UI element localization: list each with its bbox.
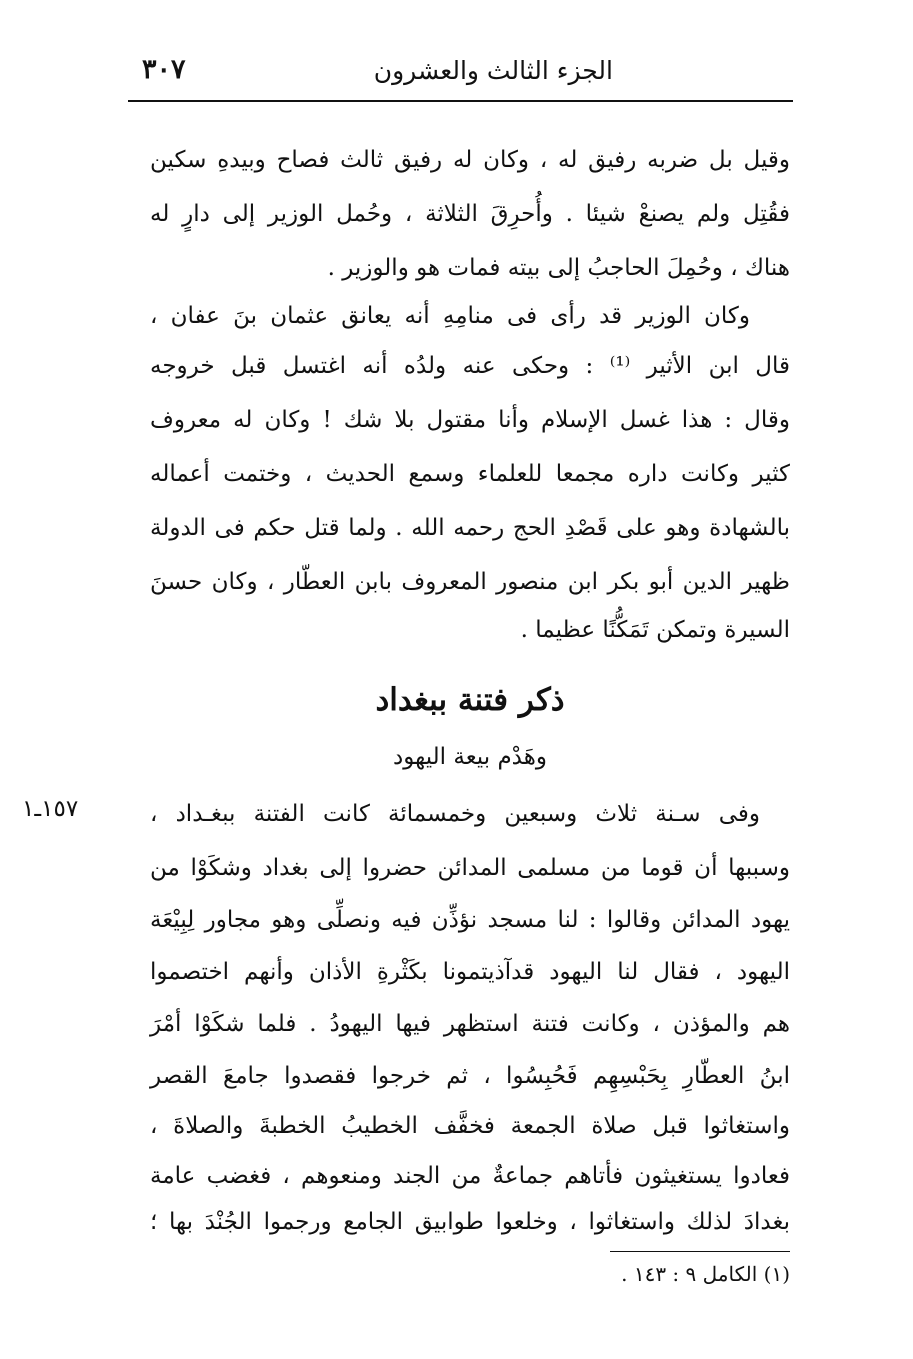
text-line: بغدادَ لذلك واستغاثوا ، وخلعوا طوابيق الجامع ورجموا الجُنْدَ بها ؛: [150, 1209, 790, 1235]
text-line: ابنُ العطّارِ بِحَبْسِهِم فَحُبِسُوا ، ثم خرجوا فقصدوا جامعَ القصر: [150, 1063, 790, 1089]
text-line: وكان الوزير قد رأى فى منامِهِ أنه يعانق عثمان بنَ عفان ،: [150, 303, 750, 329]
footnote-rule: [610, 1251, 790, 1252]
text-line: وقال : هذا غسل الإسلام وأنا مقتول بلا شك ! وكان له معروف: [150, 407, 790, 433]
footnote: (١) الكامل ٩ : ١٤٣ .: [621, 1262, 790, 1286]
text-line: وقيل بل ضربه رفيق له ، وكان له رفيق ثالث فصاح وبيدهِ سكين: [150, 147, 790, 173]
text-line: اليهود ، فقال لنا اليهود قدآذيتمونا بكَثْرةِ الأذان وأنهم اختصموا: [150, 959, 790, 985]
running-title: الجزء الثالث والعشرون: [373, 56, 613, 85]
page-header: [128, 54, 793, 94]
text-line: وفى سـنة ثلاث وسبعين وخمسمائة كانت الفتنة ببغـداد ،: [150, 801, 760, 827]
text-line: بالشهادة وهو على قَصْدِ الحج رحمه الله . ولما قتل حكم فى الدولة: [150, 515, 790, 541]
header-rule: [128, 100, 793, 102]
text-line: قال ابن الأثير ⁽¹⁾ : وحكى عنه ولدُه أنه اغتسل قبل خروجه: [150, 353, 790, 379]
text-line: وسببها أن قوما من مسلمى المدائن حضروا إلى بغداد وشكَوْا من: [150, 855, 790, 881]
text-line: واستغاثوا قبل صلاة الجمعة فخفَّف الخطيبُ الخطبةَ والصلاةَ ،: [150, 1113, 790, 1139]
text-line: فقُتِل ولم يصنعْ شيئا . وأُحرِقَ الثلاثة ، وحُمل الوزير إلى دارٍ له: [150, 201, 790, 227]
text-line: كثير وكانت داره مجمعا للعلماء وسمع الحديث ، وختمت أعماله: [150, 461, 790, 487]
text-line: هم والمؤذن ، وكانت فتنة استظهر فيها اليهودُ . فلما شكَوْا أمْرَ: [150, 1011, 791, 1037]
text-line: هناك ، وحُمِلَ الحاجبُ إلى بيته فمات هو والوزير .: [327, 255, 790, 281]
section-title: ذكر فتنة ببغداد: [375, 682, 565, 718]
text-line: ظهير الدين أبو بكر ابن منصور المعروف بابن العطّار ، وكان حسنَ: [150, 569, 790, 595]
text-line: يهود المدائن وقالوا : لنا مسجد نؤذِّن فيه ونصلِّى وهو مجاور لِبِيْعَة: [150, 907, 790, 933]
year-margin-note: ١٥٧ـ١: [22, 796, 79, 822]
text-line: فعادوا يستغيثون فأتاهم جماعةٌ من الجند ومنعوهم ، فغضب عامة: [150, 1163, 790, 1189]
text-line: السيرة وتمكن تَمَكُّنًا عظيما .: [520, 617, 790, 643]
section-subtitle: وهَدْم بيعة اليهود: [392, 744, 547, 770]
page-number: ٣٠٧: [142, 54, 186, 85]
